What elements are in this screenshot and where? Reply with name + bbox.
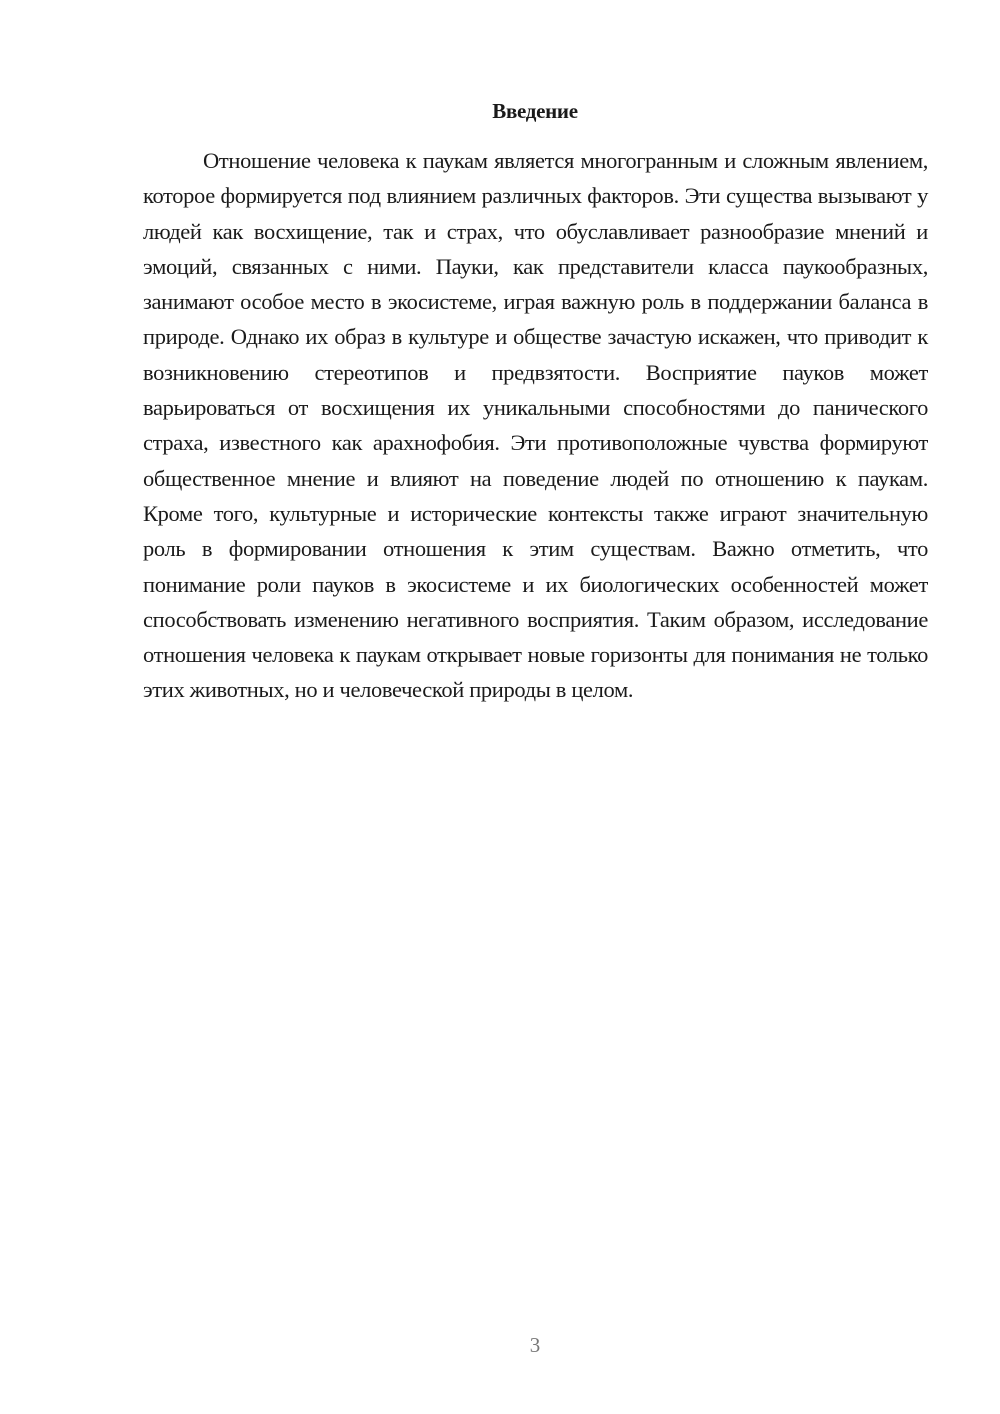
section-heading: Введение — [492, 99, 578, 123]
body-paragraph: Отношение человека к паукам является многогранным и сложным явлением, которое формируется под влиянием различных факторов. Эти существа вызывают у людей как восхищение, так и страх, что обуславливает разнообразие мнений и эмоций, связанных с ними. Пауки, как представители класса паукообразных, занимают особое место в экосистеме, играя важную роль в поддержании баланса в природе. Однако их образ в культуре и обществе зачастую искажен, что приводит к возникновению стереотипов и предвзятости. Восприятие пауков может варьироваться от восхищения их уникальными способностями до панического страха, известного как арахнофобия. Эти противоположные чувства формируют общественное мнение и влияют на поведение людей по отношению к паукам. Кроме того, культурные и исторические контексты также играют значительную роль в формировании отношения к этим существам. Важно отметить, что понимание роли пауков в экосистеме и их биологических особенностей может способствовать изменению негативного восприятия. Таким образом, исследование отношения человека к паукам открывает новые горизонты для понимания не только этих животных, но и человеческой природы в целом. — [143, 148, 928, 703]
page-number: 3 — [529, 1333, 541, 1357]
